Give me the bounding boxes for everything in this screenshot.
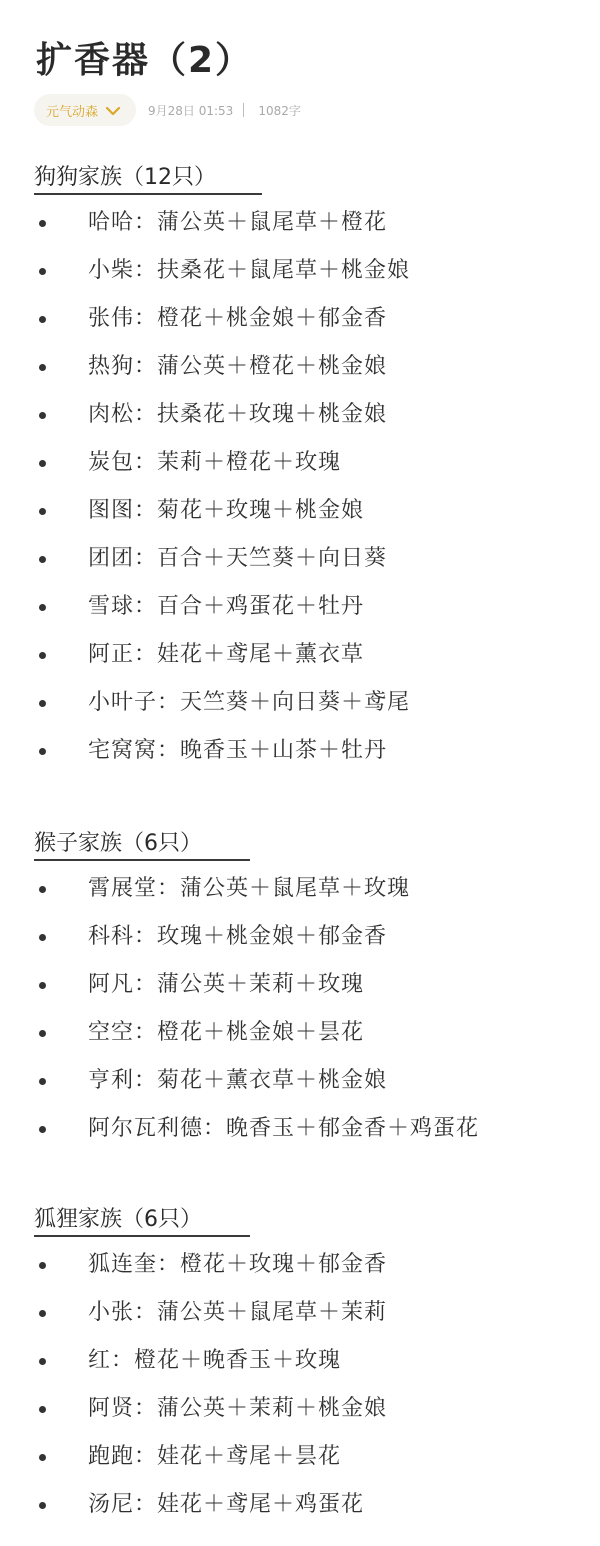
bullet-dot-icon [39,1078,46,1085]
list-item-text: 红：橙花＋晚香玉＋玫瑰 [88,1348,342,1373]
notebook-selector[interactable] [34,94,136,126]
list-item [0,1241,600,1289]
bullet-dot-icon [39,556,46,563]
bullet-dot-icon [39,886,46,893]
bullet-dot-icon [39,652,46,659]
list-item [0,1433,600,1481]
bullet-dot-icon [39,1030,46,1037]
list-item [0,343,600,391]
list-item-text: 科科：玫瑰＋桃金娘＋郁金香 [88,924,388,949]
bullet-dot-icon [39,748,46,755]
list-item-text: 肉松：扶桑花＋玫瑰＋桃金娘 [88,402,388,427]
section-heading: 狐狸家族（6只） [34,1207,202,1232]
bullet-dot-icon [39,934,46,941]
bullet-dot-icon [39,1358,46,1365]
list-item-text: 汤尼：娃花＋鸢尾＋鸡蛋花 [88,1492,365,1517]
list-item-text: 亨利：菊花＋薰衣草＋桃金娘 [88,1068,388,1093]
list-item [0,727,600,775]
list-item [0,391,600,439]
list-item-text: 狐连奎：橙花＋玫瑰＋郁金香 [88,1252,388,1277]
list-item [0,1481,600,1529]
bullet-dot-icon [39,412,46,419]
list-item [0,631,600,679]
list-item-text: 热狗：蒲公英＋橙花＋桃金娘 [88,354,388,379]
bullet-dot-icon [39,460,46,467]
list-item [0,865,600,913]
bullet-dot-icon [39,268,46,275]
list-item-text: 阿尔瓦利德：晚香玉＋郁金香＋鸡蛋花 [88,1116,480,1141]
bullet-dot-icon [39,982,46,989]
bullet-dot-icon [39,700,46,707]
notebook-label: 元气动森 [46,104,99,120]
list-item-text: 跑跑：娃花＋鸢尾＋昙花 [88,1444,342,1469]
bullet-dot-icon [39,1454,46,1461]
list-item-text: 霄展堂：蒲公英＋鼠尾草＋玫瑰 [88,876,411,901]
bullet-dot-icon [39,364,46,371]
list-item [0,679,600,727]
list-item-text: 炭包：茉莉＋橙花＋玫瑰 [88,450,342,475]
list-item [0,199,600,247]
list-item-text: 张伟：橙花＋桃金娘＋郁金香 [88,306,388,331]
list-item [0,961,600,1009]
list-item [0,1057,600,1105]
section-heading: 狗狗家族（12只） [34,165,216,190]
list-item [0,295,600,343]
bullet-dot-icon [39,1126,46,1133]
list-item-text: 哈哈：蒲公英＋鼠尾草＋橙花 [88,210,388,235]
list-item-text: 团团：百合＋天竺葵＋向日葵 [88,546,388,571]
heading-underline [34,859,250,861]
list-item [0,535,600,583]
list-item [0,487,600,535]
list-item [0,439,600,487]
list-item [0,1289,600,1337]
list-item-text: 阿贤：蒲公英＋茉莉＋桃金娘 [88,1396,388,1421]
list-item [0,913,600,961]
heading-underline [34,193,262,195]
chevron-down-icon [104,103,122,117]
bullet-dot-icon [39,316,46,323]
list-item-text: 宅窝窝：晚香玉＋山茶＋牡丹 [88,738,388,763]
list-item-text: 小叶子：天竺葵＋向日葵＋鸢尾 [88,690,411,715]
bullet-dot-icon [39,1262,46,1269]
list-item [0,1385,600,1433]
list-item [0,1105,600,1153]
bullet-dot-icon [39,604,46,611]
bullet-dot-icon [39,1310,46,1317]
meta-divider [243,103,244,117]
section-heading: 猴子家族（6只） [34,831,202,856]
list-item-text: 图图：菊花＋玫瑰＋桃金娘 [88,498,365,523]
list-item [0,1337,600,1385]
bullet-dot-icon [39,1502,46,1509]
bullet-dot-icon [39,220,46,227]
item-list [0,199,600,775]
note-date: 9月28日 01:53 [148,103,234,118]
list-item-text: 空空：橙花＋桃金娘＋昙花 [88,1020,365,1045]
note-title: 扩香器（2） [36,40,254,81]
list-item [0,247,600,295]
item-list [0,1241,600,1529]
list-item-text: 阿凡：蒲公英＋茉莉＋玫瑰 [88,972,365,997]
list-item [0,1009,600,1057]
item-list [0,865,600,1153]
bullet-dot-icon [39,1406,46,1413]
note-meta [34,94,301,126]
heading-underline [34,1235,250,1237]
bullet-dot-icon [39,508,46,515]
list-item-text: 雪球：百合＋鸡蛋花＋牡丹 [88,594,365,619]
list-item-text: 阿正：娃花＋鸢尾＋薰衣草 [88,642,365,667]
list-item-text: 小张：蒲公英＋鼠尾草＋茉莉 [88,1300,388,1325]
list-item-text: 小柴：扶桑花＋鼠尾草＋桃金娘 [88,258,411,283]
list-item [0,583,600,631]
word-count: 1082字 [258,103,301,118]
